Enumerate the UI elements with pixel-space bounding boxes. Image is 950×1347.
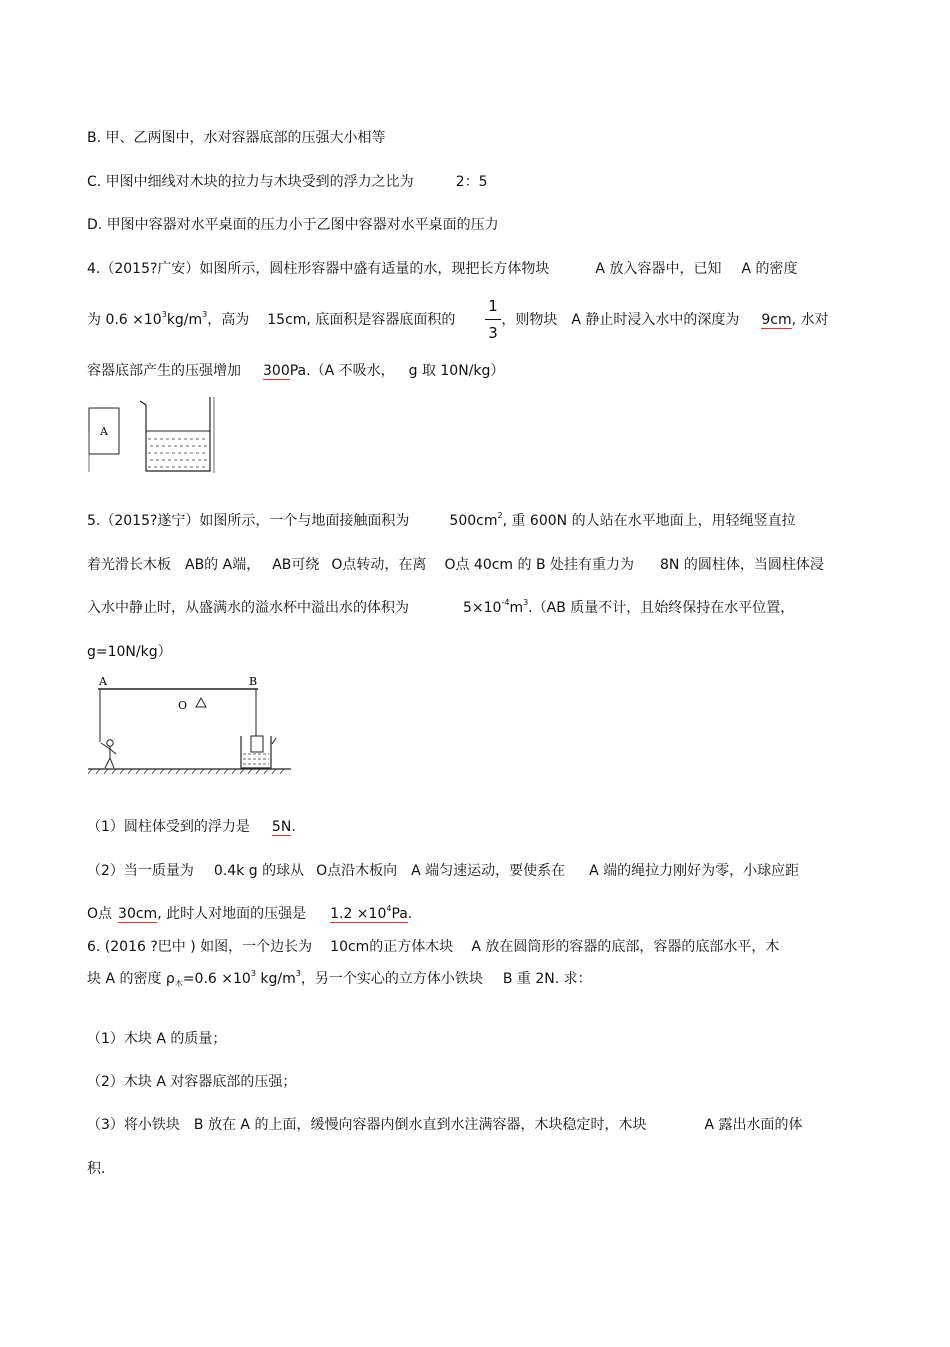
water	[148, 439, 208, 467]
q5-text: .（AB 质量不计，且始终保持在水平位置，	[528, 600, 795, 616]
q5-text: 8N 的圆柱体，当圆柱体浸	[660, 557, 824, 573]
q5-text: O点沿木板向	[316, 863, 398, 879]
q4-text: ，高为	[207, 312, 250, 328]
q6-text: 10cm的正方体木块	[330, 939, 454, 955]
q4-text: kg/m	[166, 312, 203, 328]
q6-sub-4: 积.	[87, 1161, 106, 1177]
q6-text: =0.6 ×10	[182, 971, 251, 987]
water	[243, 754, 269, 764]
point-o-label: O	[178, 699, 188, 712]
q5-text: AB的 A端，	[185, 557, 261, 573]
q4-text: 为 0.6 ×10	[87, 312, 162, 328]
q5-sub-2	[87, 861, 799, 881]
q5-text: m	[509, 600, 524, 616]
q4-text: A 放入容器中，已知	[595, 261, 722, 277]
q5-line-2	[87, 555, 824, 575]
q5-line-4: g=10N/kg）	[87, 644, 172, 660]
q6-line-2	[87, 969, 592, 989]
superscript: 3	[202, 310, 208, 319]
answer-text: 1.2 ×10	[330, 906, 387, 922]
q6-sub-1: （1）木块 A 的质量；	[87, 1031, 227, 1047]
q5-text: 0.4k g 的球从	[213, 863, 305, 879]
q5-text: A 端匀速运动，要使系在	[411, 863, 566, 879]
q4-text: , 水对	[791, 312, 829, 328]
q6-text: （3）将小铁块	[87, 1117, 180, 1133]
point-b-label: B	[249, 675, 258, 688]
q4-text: 容器底部产生的压强增加	[87, 363, 241, 379]
block-a-label: A	[100, 425, 108, 438]
q5-text: O点	[87, 906, 113, 922]
q4-line-3	[87, 361, 504, 381]
q4-line-2	[87, 310, 829, 330]
q5-line-3	[87, 598, 794, 618]
superscript: 3	[161, 310, 167, 319]
q4-figure	[86, 393, 216, 475]
q6-text: 块 A 的密度 ρ	[87, 971, 175, 987]
q6-line-1	[87, 937, 779, 957]
cylinder	[251, 736, 263, 752]
person-icon	[101, 740, 116, 768]
q5-text: 着光滑长木板	[87, 557, 171, 573]
q6-text: 6. (2016 ?巴中 ) 如图，一个边长为	[87, 939, 313, 955]
q5-text: 入水中静止时，从盛满水的溢水杯中溢出水的体积为	[87, 600, 409, 616]
fraction-denominator: 3	[488, 324, 498, 342]
q4-text: A 的密度	[741, 261, 798, 277]
option-d: D. 甲图中容器对水平桌面的压力小于乙图中容器对水平桌面的压力	[87, 217, 499, 233]
superscript: 2	[497, 511, 503, 520]
option-c-text: C. 甲图中细线对木块的拉力与木块受到的浮力之比为	[87, 174, 414, 190]
q6-sub-2: （2）木块 A 对容器底部的压强；	[87, 1074, 297, 1090]
q5-text: A 端的绳拉力刚好为零，小球应距	[589, 863, 800, 879]
q5-text: , 此时人对地面的压强是	[157, 906, 307, 922]
q5-text: （1）圆柱体受到的浮力是	[87, 819, 250, 835]
q5-text: , 重 600N 的人站在水平地面上，用轻绳竖直拉	[502, 513, 796, 529]
q6-text: B 重 2N. 求：	[502, 971, 592, 987]
q4-text: 15cm, 底面积是容器底面积的	[267, 312, 456, 328]
q5-text: 500cm	[449, 513, 498, 529]
answer-blank: 30cm	[118, 906, 158, 922]
superscript: 4	[386, 904, 392, 913]
fraction	[484, 296, 502, 343]
answer-blank	[330, 906, 408, 923]
q5-text: .	[407, 906, 413, 922]
q4-text: 4.（2015?广安）如图所示，圆柱形容器中盛有适量的水，现把长方体物块	[87, 261, 550, 277]
q5-text: AB可绕	[272, 557, 320, 573]
q4-text: g 取 10N/kg）	[408, 363, 505, 379]
answer-text: Pa	[391, 906, 408, 922]
superscript: -4	[501, 598, 510, 607]
superscript: 3	[250, 969, 256, 978]
q4-line-1	[87, 259, 797, 279]
point-a-label: A	[99, 675, 107, 688]
option-c	[87, 172, 488, 192]
q5-text: （2）当一质量为	[87, 863, 194, 879]
q5-sub-3	[87, 904, 412, 924]
q5-text: 5.（2015?遂宁）如图所示，一个与地面接触面积为	[87, 513, 410, 529]
subscript: 木	[174, 979, 183, 988]
q5-text: O点转动，在离	[331, 557, 427, 573]
answer-blank: 300	[263, 363, 290, 379]
answer-blank: 9cm	[761, 312, 792, 328]
option-c-ratio: 2：5	[455, 174, 488, 190]
pivot	[196, 698, 206, 707]
ground-hatch	[88, 769, 284, 774]
superscript: 3	[523, 598, 529, 607]
answer-blank: 5N	[271, 819, 292, 835]
q5-figure	[86, 674, 296, 774]
q6-text: B 放在 A 的上面，缓慢向容器内倒水直到水注满容器，木块稳定时，木块	[193, 1117, 647, 1133]
q6-text: A 露出水面的体	[704, 1117, 803, 1133]
q6-sub-3	[87, 1115, 802, 1135]
q4-text: A 静止时浸入水中的深度为	[571, 312, 740, 328]
q5-sub-1	[87, 817, 296, 837]
fraction-bar	[485, 319, 501, 320]
q5-text: .	[291, 819, 296, 835]
fraction-numerator: 1	[488, 297, 498, 315]
q5-text: O点 40cm 的 B 处挂有重力为	[444, 557, 635, 573]
cup-spout	[272, 738, 276, 744]
q6-text: kg/m	[255, 971, 296, 987]
q4-text: Pa.（A 不吸水，	[289, 363, 395, 379]
q6-text: A 放在圆筒形的容器的底部，容器的底部水平，木	[471, 939, 780, 955]
superscript: 3	[295, 969, 301, 978]
q4-text: ，则物块	[501, 312, 558, 328]
q5-text: 5×10	[463, 600, 502, 616]
q5-line-1	[87, 511, 796, 531]
q6-text: ，另一个实心的立方体小铁块	[300, 971, 483, 987]
option-b: B. 甲、乙两图中，水对容器底部的压强大小相等	[87, 130, 386, 146]
